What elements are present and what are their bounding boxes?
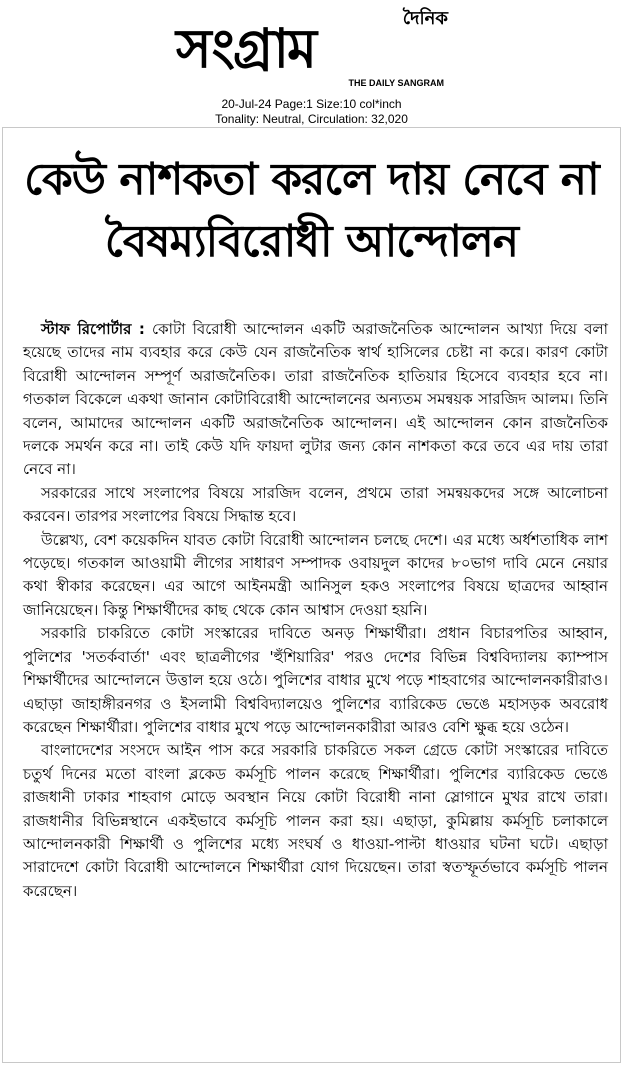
article-body <box>23 318 608 903</box>
paragraph <box>23 318 608 482</box>
newspaper-logo <box>176 4 448 92</box>
logo-subtitle: THE DAILY SANGRAM <box>348 78 444 88</box>
clip-meta-tonality: Tonality: Neutral, Circulation: 32,020 <box>215 112 408 126</box>
logo-main-text: সংগ্রাম <box>176 16 316 80</box>
clip-meta-page-info: 20-Jul-24 Page:1 Size:10 col*inch <box>221 97 402 111</box>
byline: স্টাফ রিপোর্টার : <box>41 320 145 338</box>
paragraph: উল্লেখ্য, বেশ কয়েকদিন যাবত কোটা বিরোধী আন্দোলন চলছে দেশে। এর মধ্যে অর্ধশতাধিক লাশ পড়েছে। গতকাল আওয়ামী লীগের সাধারণ সম্পাদক ওবায়দুল কাদের ৮০ভাগ দাবি মেনে নেয়ার কথা স্বীকার করেছেন। এর আগে আইনমন্ত্রী আনিসুল হকও সংলাপের বিষয়ে ছাত্রদের আহ্বান জানিয়েছেন। কিন্তু শিক্ষার্থীদের কাছ থেকে কোন আশ্বাস দেওয়া হয়নি। <box>23 530 608 619</box>
masthead <box>0 0 623 96</box>
headline-line-2: বৈষম্যবিরোধী আন্দোলন <box>104 216 519 267</box>
paragraph: সরকারের সাথে সংলাপের বিষয়ে সারজিদ বলেন, প্রথমে তারা সমন্বয়কদের সঙ্গে আলোচনা করবেন। তারপর সংলাপের বিষয়ে সিদ্ধান্ত হবে। <box>23 483 608 526</box>
paragraph: বাংলাদেশের সংসদে আইন পাস করে সরকারি চাকরিতে সকল গ্রেডে কোটা সংস্কারের দাবিতে চতুর্থ দিনের মতো বাংলা ব্লকেড কর্মসূচি পালন করেছে শিক্ষার্থীরা। পুলিশের ব্যারিকেড ভেঙে রাজধানী ঢাকার শাহবাগ মোড়ে অবস্থান নিয়ে কোটা বিরোধী নানা স্লোগানে মুখর রাখে তারা। রাজধানীর বিভিন্নস্থানে একইভাবে কর্মসূচি পালন করা হয়। এছাড়া, কুমিল্লায় কর্মসূচি চলাকালে আন্দোলনকারী শিক্ষার্থী ও পুলিশের মধ্যে সংঘর্ষ ও ধাওয়া-পাল্টা ধাওয়ার ঘটনা ঘটে। এছাড়া সারাদেশে কোটা বিরোধী আন্দোলনে শিক্ষার্থীরা যোগ দিয়েছেন। তারা স্বতস্ফূর্তভাবে কর্মসূচি পালন করেছেন। <box>23 741 608 900</box>
logo-top-text: দৈনিক <box>402 8 448 29</box>
paragraph-text: কোটা বিরোধী আন্দোলন একটি অরাজনৈতিক আন্দোলন আখ্যা দিয়ে বলা হয়েছে তাদের নাম ব্যবহার করে কেউ যেন রাজনৈতিক স্বার্থ হাসিলের চেষ্টা না করে। কারণ কোটা বিরোধী আন্দোলন সম্পূর্ণ অরাজনৈতিক। তারা রাজনৈতিক হাতিয়ার হিসেবে ব্যবহার হবে না। গতকাল বিকেলে একথা জানান কোটাবিরোধী আন্দোলনের অন্যতম সমন্বয়ক সারজিদ আলম। তিনি বলেন, আমাদের আন্দোলন একটি অরাজনৈতিক আন্দোলন। এই আন্দোলন কোন রাজনৈতিক দলকে সমর্থন করে না। তাই কেউ যদি ফায়দা লুটার জন্য কোন নাশকতা করে তবে এর দায় তারা নেবে না। <box>23 320 608 479</box>
headline-line-1: কেউ নাশকতা করলে দায় নেবে না <box>24 154 599 205</box>
paragraph: সরকারি চাকরিতে কোটা সংস্কারের দাবিতে অনড় শিক্ষার্থীরা। প্রধান বিচারপতির আহ্বান, পুলিশের 'সতর্কবার্তা' এবং ছাত্রলীগের 'হুঁশিয়ারির' পরও দেশের বিভিন্ন বিশ্ববিদ্যালয় ক্যাম্পাস শিক্ষার্থীদের আন্দোলনে উত্তাল হয়ে ওঠে। পুলিশের বাধার মুখে পড়ে শাহবাগের আন্দোলনকারীরাও। এছাড়া জাহাঙ্গীরনগর ও ইসলামী বিশ্ববিদ্যালয়েও পুলিশের ব্যারিকেড ভেঙে মহাসড়ক অবরোধ করেছেন শিক্ষার্থীরা। পুলিশের বাধার মুখে পড়ে আন্দোলনকারীরা আরও বেশি ক্ষুব্ধ হয়ে ওঠেন। <box>23 624 608 736</box>
